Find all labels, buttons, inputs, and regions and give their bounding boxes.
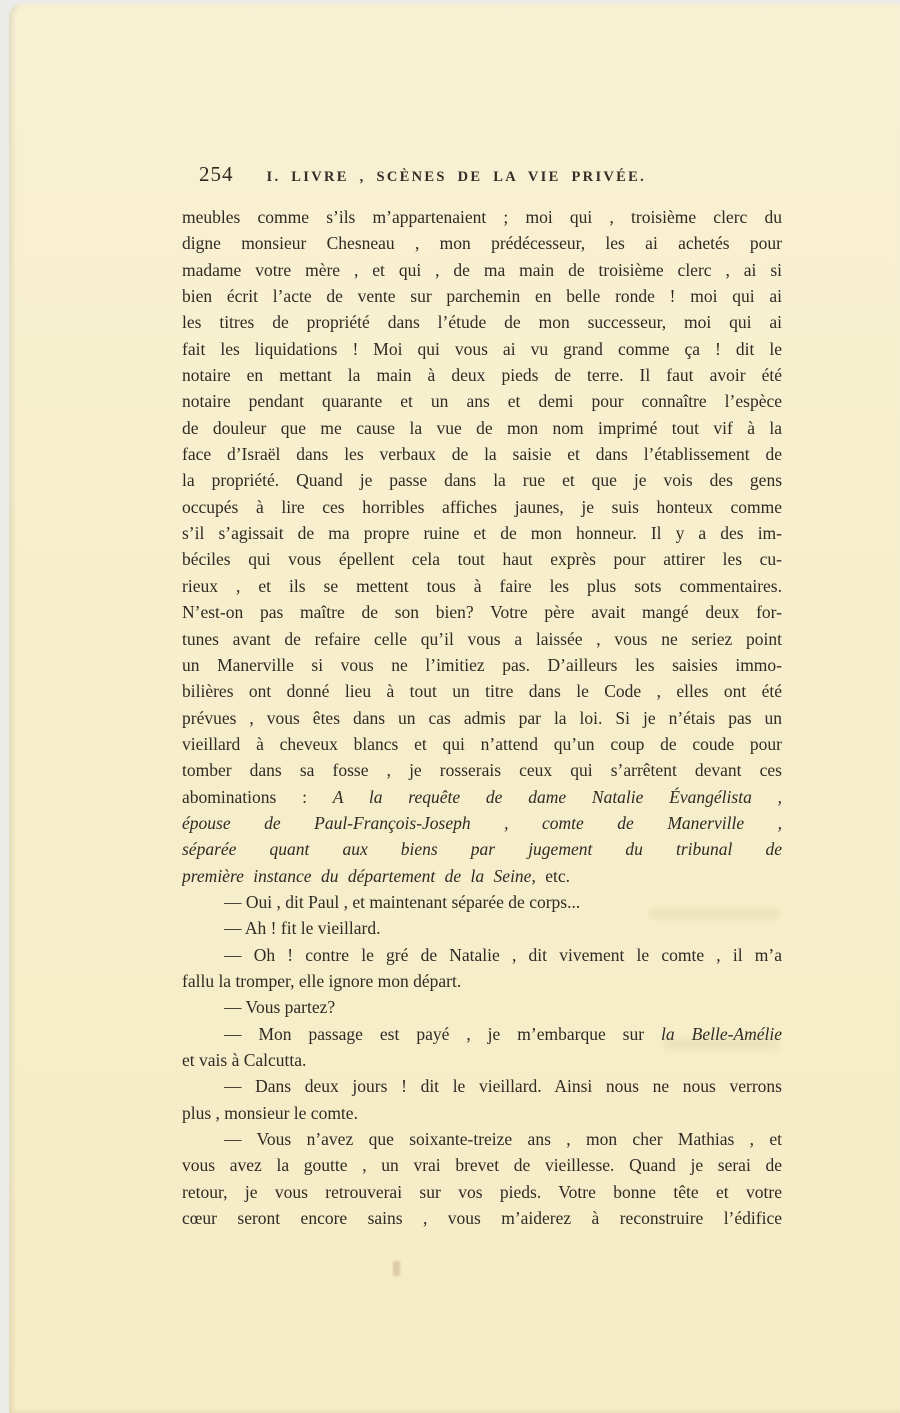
text-line	[182, 1126, 782, 1152]
text-line	[182, 1205, 782, 1231]
text-run: de douleur que me cause la vue de mon nom imprimé tout vif à la	[182, 417, 782, 438]
text-line	[182, 968, 782, 994]
text-run: — Ah ! fit le vieillard.	[224, 918, 381, 939]
text-line	[182, 388, 782, 414]
text-line	[182, 836, 782, 862]
text-run: notaire pendant quarante et un ans et demi pour connaître l’espèce	[182, 391, 782, 412]
text-run: fallu la tromper, elle ignore mon départ.	[182, 970, 462, 991]
text-line	[182, 336, 782, 362]
text-line	[182, 520, 782, 546]
text-run: occupés à lire ces horribles affiches jaunes, je suis honteux comme	[182, 496, 782, 517]
text-line	[182, 705, 782, 731]
text-run: vous avez la goutte , un vrai brevet de vieillesse. Quand je serai de	[182, 1155, 782, 1176]
text-line	[182, 1047, 782, 1073]
text-line	[182, 230, 782, 256]
text-block	[182, 204, 782, 1231]
text-run: N’est-on pas maître de son bien? Votre père avait mangé deux for-	[182, 602, 782, 623]
text-line	[182, 467, 782, 493]
page-header	[182, 162, 782, 188]
running-header: I. LIVRE , SCÈNES DE LA VIE PRIVÉE.	[266, 169, 647, 185]
text-line	[182, 204, 782, 230]
text-line	[182, 573, 782, 599]
text-line	[182, 309, 782, 335]
text-run: prévues , vous êtes dans un cas admis par la loi. Si je n’étais pas un	[182, 707, 782, 728]
text-run: bien écrit l’acte de vente sur parchemin en belle ronde ! moi qui ai	[182, 286, 782, 307]
text-line	[182, 283, 782, 309]
text-run: et vais à Calcutta.	[182, 1050, 307, 1070]
book-page	[9, 3, 900, 1413]
ink-spot-artifact	[393, 1261, 400, 1276]
text-run: — Oh ! contre le gré de Natalie , dit vivement le comte , il m’a	[224, 944, 782, 965]
text-run: abominations :	[182, 786, 333, 807]
text-run: s’il s’agissait de ma propre ruine et de mon honneur. Il y a des im-	[182, 523, 782, 544]
text-line	[182, 1152, 782, 1178]
text-line	[182, 784, 782, 810]
italic-text-run: séparée quant aux biens par jugement du tribunal de	[182, 839, 782, 860]
text-run: fait les liquidations ! Moi qui vous ai vu grand comme ça ! dit le	[182, 338, 782, 359]
text-run: tomber dans sa fosse , je rosserais ceux qui s’arrêtent devant ces	[182, 760, 782, 781]
text-run: vieillard à cheveux blancs et qui n’attend qu’un coup de coude pour	[182, 733, 782, 754]
text-run: retour, je vous retrouverai sur vos pieds. Votre bonne tête et votre	[182, 1181, 782, 1202]
text-line	[182, 441, 782, 467]
text-run: — Vous partez?	[224, 997, 336, 1018]
text-line	[182, 362, 782, 388]
text-run: rieux , et ils se mettent tous à faire les plus sots commentaires.	[182, 575, 782, 596]
text-run: — Mon passage est payé , je m’embarque sur	[224, 1023, 662, 1044]
italic-text-run: première instance du département de la Seine,	[182, 865, 536, 886]
text-run: béciles qui vous épellent cela tout haut exprès pour attirer les cu-	[182, 549, 782, 570]
italic-text-run: épouse de Paul-François-Joseph , comte de Manerville ,	[182, 812, 782, 833]
text-run: etc.	[535, 865, 570, 886]
text-run: notaire en mettant la main à deux pieds de terre. Il faut avoir été	[182, 365, 782, 386]
text-line	[182, 731, 782, 757]
text-line	[182, 599, 782, 625]
show-through-smudge	[649, 908, 779, 919]
text-line	[182, 863, 782, 889]
text-run: — Oui , dit Paul , et maintenant séparée de corps...	[224, 891, 581, 912]
text-line	[182, 757, 782, 783]
text-run: — Vous n’avez que soixante-treize ans , mon cher Mathias , et	[224, 1129, 782, 1150]
page-number: 254	[199, 162, 234, 186]
text-line	[182, 415, 782, 441]
text-run: plus , monsieur le comte.	[182, 1102, 358, 1123]
text-line	[182, 942, 782, 968]
text-line	[182, 810, 782, 836]
text-line	[182, 652, 782, 678]
italic-text-run: A la requête de dame Natalie Évangélista ,	[332, 786, 782, 807]
text-line	[182, 1073, 782, 1099]
show-through-smudge	[664, 1038, 779, 1049]
text-line	[182, 994, 782, 1020]
text-run: digne monsieur Chesneau , mon prédécesseur, les ai achetés pour	[182, 233, 782, 254]
text-line	[182, 1179, 782, 1205]
text-run: face d’Israël dans les verbaux de la saisie et dans l’établissement de	[182, 444, 782, 465]
text-line	[182, 915, 782, 941]
italic-text-run: la Belle-Amélie	[661, 1023, 782, 1044]
text-line	[182, 678, 782, 704]
text-run: tunes avant de refaire celle qu’il vous a laissée , vous ne seriez point	[182, 628, 782, 649]
text-run: madame votre mère , et qui , de ma main de troisième clerc , ai si	[182, 259, 782, 280]
text-run: la propriété. Quand je passe dans la rue et que je vois des gens	[182, 470, 782, 491]
text-run: un Manerville si vous ne l’imitiez pas. D’ailleurs les saisies immo-	[182, 654, 782, 675]
text-run: les titres de propriété dans l’étude de mon successeur, moi qui ai	[182, 312, 782, 333]
text-run: bilières ont donné lieu à tout un titre dans le Code , elles ont été	[182, 681, 782, 702]
text-line	[182, 546, 782, 572]
text-line	[182, 626, 782, 652]
text-line	[182, 1100, 782, 1126]
text-line	[182, 494, 782, 520]
text-run: meubles comme s’ils m’appartenaient ; moi qui , troisième clerc du	[182, 207, 782, 227]
text-line	[182, 257, 782, 283]
text-run: cœur seront encore sains , vous m’aiderez à reconstruire l’édifice	[182, 1208, 782, 1229]
text-run: — Dans deux jours ! dit le vieillard. Ainsi nous ne nous verrons	[224, 1076, 782, 1097]
